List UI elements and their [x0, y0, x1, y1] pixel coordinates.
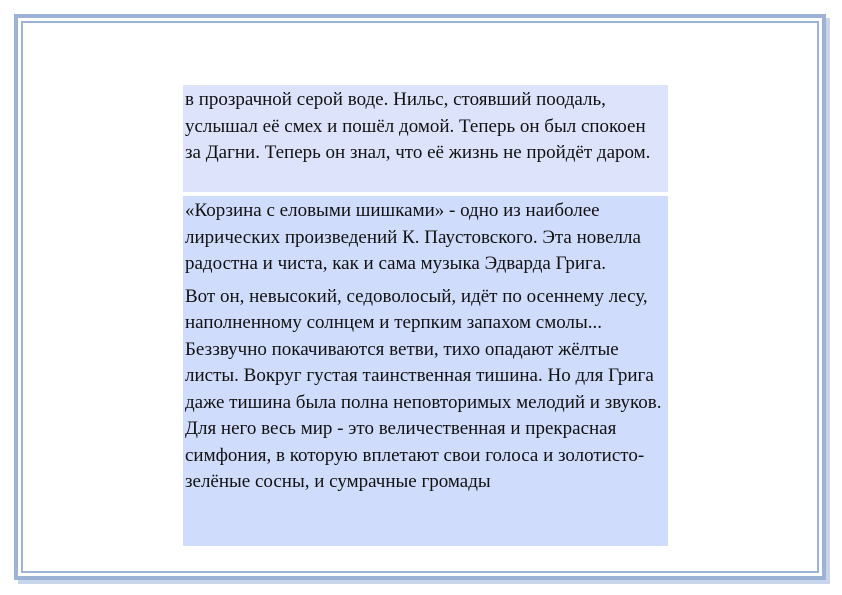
- paragraph: в прозрачной серой воде. Нильс, стоявший поодаль, услышал её смех и пошёл домой. Теперь он был спокоен за Дагни. Теперь он знал, что её жизнь не пройдёт даром.: [185, 89, 651, 163]
- paragraph: «Корзина с еловыми шишками» - одно из наиболее лирических произведений К. Паустовского. Эта новелла радостна и чиста, как и сама музыка Эдварда Грига.: [185, 200, 641, 274]
- text-block-upper: [183, 85, 668, 192]
- frame-shadow: [826, 18, 830, 584]
- frame-shadow: [18, 580, 830, 584]
- paragraph: Вот он, невысокий, седоволосый, идёт по осеннему лесу, наполненному солнцем и терпким запахом смолы... Беззвучно покачиваются ветви, тихо опадают жёлтые листы. Вокруг густая таинственная тишина. Но для Грига даже тишина была полна неповторимых мелодий и звуков. Для него весь мир - это величественная и прекрасная симфония, в которую вплетают свои голоса и золотисто-зелёные сосны, и сумрачные громады: [185, 285, 662, 492]
- text-block-lower: [183, 196, 668, 546]
